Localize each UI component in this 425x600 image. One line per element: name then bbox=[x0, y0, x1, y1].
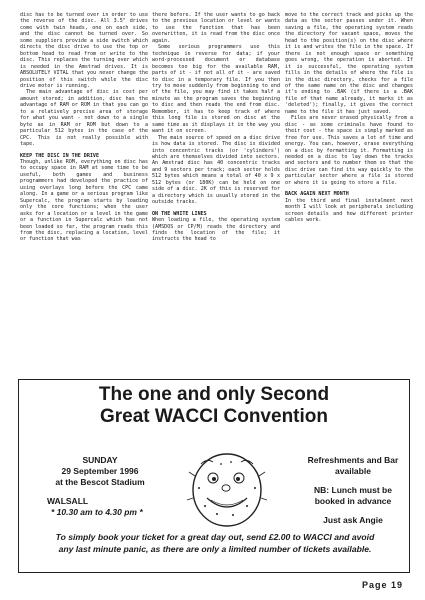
article-column-1 bbox=[20, 12, 148, 243]
paragraph: Though, unlike ROM, everything on disc has to occupy space in RAM at some time to be useful, both games and business programmers had developed the practice of using overlays long before the CPC came along. In a game or a serious program like Supercalc, the program starts by loading only the core functions; when the user asks for a location or a level in the game or a function in Supercalc which has not been loaded so far, the program reads this from the disc, replacing a location, level or function that was bbox=[20, 158, 148, 243]
smiling-ball-mascot-icon bbox=[171, 442, 283, 534]
event-times: * 10.30 am to 4.30 pm * bbox=[51, 507, 143, 517]
article-column-2 bbox=[152, 12, 280, 243]
lunch-note-line: NB: Lunch must be bbox=[314, 485, 392, 495]
ticket-info-line: any last minute panic, as there are only a limited number of tickets available. bbox=[58, 543, 372, 554]
paragraph: there before. If the user wants to go back to the previous location or level or wants to use the function that has been overwritten, it is read from the disc once again. bbox=[152, 12, 280, 44]
ticket-info bbox=[27, 532, 403, 555]
section-heading: KEEP THE DISC IN THE DRIVE bbox=[20, 152, 100, 159]
contact-note: Just ask Angie bbox=[323, 515, 383, 525]
paragraph: The main source of speed on a disc drive is how data is stored. The disc is divided into concentric tracks (or 'cylinders') which are themselves divided into sectors. An Amstrad disc has 40 concentric tracks and 9 sectors per track; each sector holds 512 bytes which means a total of 40 x 9 x 512 bytes (or 180K) can be held on one side of a disc. 2K of this is reserved for a directory which is usually stored in the outside tracks. bbox=[152, 134, 280, 206]
page-number: Page 19 bbox=[361, 580, 403, 590]
event-town: WALSALL bbox=[47, 496, 89, 506]
paragraph: When loading a file, the operating system (AMSDOS or CP/M) reads the directory and finds the location of the file; it instructs the head to bbox=[152, 217, 280, 243]
advert-title-line: The one and only Second bbox=[98, 384, 330, 405]
paragraph: Files are never erased physically from a disc - as some criminals have found to their cost - the space is simply marked as free for use. This saves a lot of time and energy. You can, however, erase everything on a disc by formatting it. Formatting is needed on a disc to lay down the tracks and sectors and to number them so that the disc drive can find its way quickly to the particular sector where a file is stored or where it is going to store a file. bbox=[285, 115, 413, 186]
ticket-info-line: To simply book your ticket for a great day out, send £2.00 to WACCI and avoid bbox=[55, 532, 375, 542]
paragraph: disc has to be turned over in order to use the reverse of the disc. All 3.5" drives come with twin heads, one on each side, and the disc cannot be turned over. So some suppliers provide a side switch which directs the disc drive to use the top or bottom head to read from or write to the disc. This replaces the turning over which is needed in the Amstrad drives. It is ABSOLUTELY VITAL that you never change the position of this switch while the disc drive motor is running. bbox=[20, 12, 148, 89]
event-date: 29 September 1996 bbox=[61, 466, 139, 476]
convention-advert bbox=[18, 379, 410, 573]
event-details bbox=[45, 455, 155, 518]
event-notes bbox=[295, 455, 411, 526]
lunch-note-line: booked in advance bbox=[314, 496, 392, 506]
paragraph: The main advantage of disc is cost per amount stored; in addition, disc has the advantage of RAM or ROM in that you can go to a relatively precise area of storage for what you want - not down to a single byte as in RAM or ROM but down to a particular 512 bytes in the case of the CPC. This is not really possible with tape. bbox=[20, 89, 148, 148]
article-column-3 bbox=[285, 12, 413, 224]
paragraph: Some serious programmers use this technique in reverse for data; if your word-processed document or database becomes too big for the available RAM, parts of it - if not all of it - are saved to disc in a temporary file. If you then try to move suddenly from beginning to end of the file, you may find it takes half a minute as the program saves the beginning to disc and then reads the end from disc. Remember, it has to keep track of where this long file is stored on disc at the same time as it displays it in the way you want it on screen. bbox=[152, 44, 280, 135]
advert-title-line: Great WACCI Convention bbox=[99, 406, 328, 427]
section-heading: BACK AGAIN NEXT MONTH bbox=[285, 191, 349, 198]
event-venue: at the Bescot Stadium bbox=[55, 477, 145, 487]
paragraph: move to the correct track and picks up the data as the sector passes under it. When saving a file, the operating system reads the directory for vacant space, moves the head to the position(s) on the disc where it is and writes the file in the space. If there is not enough space or something goes wrong, the operation is aborted. If it is successful, the operating system fills in the details of where the file is in the disc directory, checks for a file of the same name on the disc and changes it's ending to .BAK (if there is a .BAK file of that name already, it marks it as 'deleted'); finally, it gives the correct name to the file it has just saved. bbox=[285, 12, 413, 115]
refreshments-line: Refreshments and Bar bbox=[307, 455, 399, 465]
event-day: SUNDAY bbox=[82, 455, 118, 465]
refreshments-line: available bbox=[335, 466, 371, 476]
advert-title bbox=[19, 384, 409, 428]
section-heading: ON THE WHITE LINES bbox=[152, 210, 207, 217]
paragraph: In the third and final instalment next month I will look at peripherals including screen details and how different printer cables work. bbox=[285, 197, 413, 224]
